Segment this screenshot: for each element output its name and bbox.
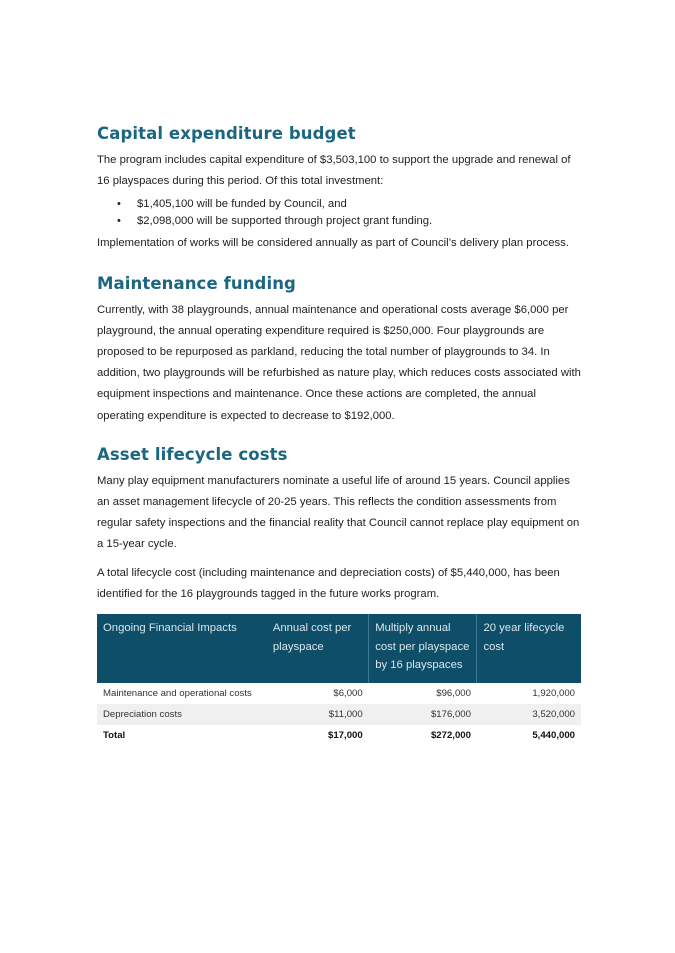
lifecycle-paragraph-2: A total lifecycle cost (including maintenance and depreciation costs) of $5,440,000, has been identified for the 16 playgrounds tagged in the future works program. [97, 566, 560, 600]
header-multiplied-cost: Multiply annual cost per playspace by 16 playspaces [369, 614, 477, 683]
annual-cost-cell: $17,000 [328, 729, 363, 741]
annual-cost-cell: $6,000 [333, 687, 363, 699]
row-label: Maintenance and operational costs [103, 687, 252, 699]
maintenance-funding-section [97, 272, 583, 427]
bullet-text: $2,098,000 will be supported through project grant funding. [137, 214, 433, 227]
asset-lifecycle-heading: Asset lifecycle costs [97, 444, 288, 464]
maintenance-funding-heading: Maintenance funding [97, 273, 296, 293]
multiplied-cost-cell: $272,000 [430, 729, 471, 741]
financial-impacts-table [97, 614, 581, 746]
asset-lifecycle-section [97, 443, 583, 746]
multiplied-cost-cell: $176,000 [369, 704, 477, 725]
header-annual-cost: Annual cost per playspace [267, 614, 369, 683]
annual-cost-cell: $11,000 [267, 704, 369, 725]
row-label: Total [103, 729, 126, 741]
funding-bullet-council [97, 196, 583, 213]
funding-bullet-list [97, 196, 583, 229]
capital-outro-paragraph: Implementation of works will be considered annually as part of Council’s delivery plan process. [97, 237, 569, 250]
document-page [97, 122, 583, 746]
row-label: Depreciation costs [97, 704, 267, 725]
table-header-row [97, 614, 581, 683]
funding-bullet-grant [97, 213, 583, 230]
capital-expenditure-heading: Capital expenditure budget [97, 124, 356, 143]
lifecycle-cost-cell: 3,520,000 [477, 704, 581, 725]
multiplied-cost-cell: $96,000 [436, 687, 471, 699]
lifecycle-cost-cell: 1,920,000 [532, 687, 575, 699]
bullet-icon: • [117, 198, 121, 211]
lifecycle-cost-cell: 5,440,000 [532, 729, 575, 741]
bullet-text: $1,405,100 will be funded by Council, and [137, 198, 347, 211]
capital-intro-paragraph: The program includes capital expenditure of $3,503,100 to support the upgrade and renewal of 16 playspaces during this period. Of this total investment: [97, 154, 571, 188]
table-row-total [97, 725, 581, 746]
lifecycle-paragraph-1: Many play equipment manufacturers nominate a useful life of around 15 years. Council applies an asset management lifecycle of 20-25 years. This reflects the condition assessments from regular safety inspections and the financial reality that Council cannot replace play equipment on a 15-year cycle. [97, 474, 580, 551]
table-row [97, 704, 581, 725]
bullet-icon: • [117, 214, 121, 227]
table-row [97, 683, 581, 704]
header-ongoing-financial-impacts: Ongoing Financial Impacts [97, 614, 267, 683]
header-lifecycle-cost: 20 year lifecycle cost [477, 614, 581, 683]
maintenance-paragraph: Currently, with 38 playgrounds, annual maintenance and operational costs average $6,000 per playground, the annual operating expenditure required is $250,000. Four playgrounds are proposed to be repurposed as parkland, reducing the total number of playgrounds to 34. In addition, two playgrounds will be refurbished as nature play, which reduces costs associated with equipment inspections and maintenance. Once these actions are completed, the annual operating expenditure is expected to decrease to $192,000. [97, 303, 581, 422]
capital-expenditure-section [97, 122, 583, 255]
